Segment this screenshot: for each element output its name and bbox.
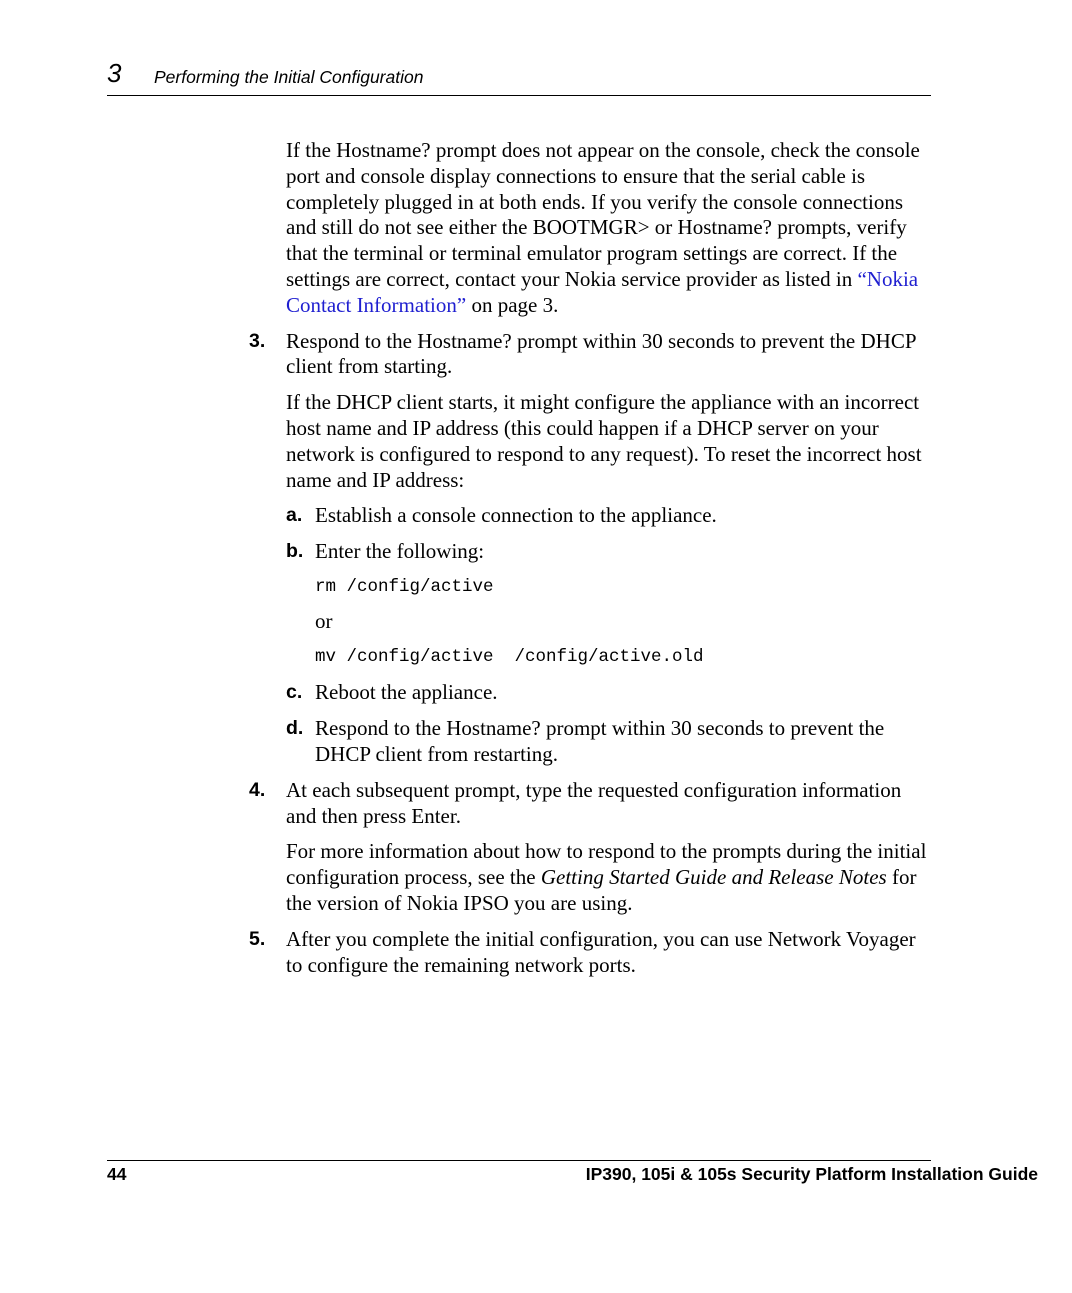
step-5-number: 5. bbox=[249, 927, 266, 950]
substep-a bbox=[286, 503, 932, 529]
step-3-number: 3. bbox=[249, 329, 266, 352]
command-rm: rm /config/active bbox=[315, 576, 494, 597]
step-3-text: Respond to the Hostname? prompt within 30 seconds to prevent the DHCP client from starting. bbox=[286, 328, 916, 379]
step-4-paragraph-start: For more information about how to respond to the prompts during the initial configuration process, see the bbox=[286, 839, 927, 890]
page-body bbox=[249, 138, 932, 978]
step-4-text: At each subsequent prompt, type the requested configuration information and then press Enter. bbox=[286, 777, 902, 828]
substep-b-text: Enter the following: bbox=[315, 539, 485, 564]
substep-a-text: Establish a console connection to the appliance. bbox=[315, 503, 717, 528]
substep-c-text: Reboot the appliance. bbox=[315, 680, 498, 705]
step-4-number: 4. bbox=[249, 778, 266, 801]
substep-d-text: Respond to the Hostname? prompt within 30 seconds to prevent the DHCP client from restarting. bbox=[315, 716, 885, 766]
substep-c-letter: c. bbox=[286, 681, 303, 704]
guide-title-reference: Getting Started Guide and Release Notes bbox=[540, 865, 887, 890]
step-4-paragraph-end: for the version of Nokia IPSO you are using. bbox=[286, 865, 917, 915]
or-text: or bbox=[315, 608, 333, 633]
substep-d bbox=[286, 716, 932, 768]
step-4-paragraph bbox=[286, 839, 932, 916]
step-3-paragraph: If the DHCP client starts, it might configure the appliance with an incorrect host name and IP address (this could happen if a DHCP server on your network is configured to respond to any request). To reset the incorrect host name and IP address: bbox=[286, 390, 922, 492]
substep-b-letter: b. bbox=[286, 540, 304, 563]
header-rule bbox=[107, 95, 931, 96]
footer-rule bbox=[107, 1160, 931, 1161]
intro-text-start: If the Hostname? prompt does not appear on the console, check the console port and console display connections to ensure that the serial cable is completely plugged in at both ends. If you verify the console connections and still do not see either the BOOTMGR> or Hostname? prompts, verify that the terminal or terminal emulator program settings are correct. If the settings are correct, contact your Nokia service provider as listed in bbox=[286, 138, 920, 291]
command-mv: mv /config/active /config/active.old bbox=[315, 646, 704, 667]
nokia-contact-link[interactable]: “Nokia Contact Information” bbox=[286, 266, 919, 317]
document-title: IP390, 105i & 105s Security Platform Installation Guide bbox=[585, 1164, 1038, 1184]
intro-paragraph bbox=[286, 138, 932, 319]
page-number: 44 bbox=[107, 1164, 127, 1184]
intro-text-end: on page 3. bbox=[466, 292, 559, 317]
substep-c bbox=[286, 680, 932, 706]
step-3 bbox=[249, 328, 932, 381]
step-5-text: After you complete the initial configuration, you can use Network Voyager to configure the remaining network ports. bbox=[286, 926, 916, 977]
step-5 bbox=[249, 926, 932, 979]
substep-a-letter: a. bbox=[286, 504, 303, 527]
chapter-title: Performing the Initial Configuration bbox=[154, 67, 424, 87]
substep-d-letter: d. bbox=[286, 717, 304, 740]
chapter-number: 3 bbox=[107, 58, 122, 88]
step-4 bbox=[249, 777, 932, 830]
substep-b bbox=[286, 539, 932, 565]
